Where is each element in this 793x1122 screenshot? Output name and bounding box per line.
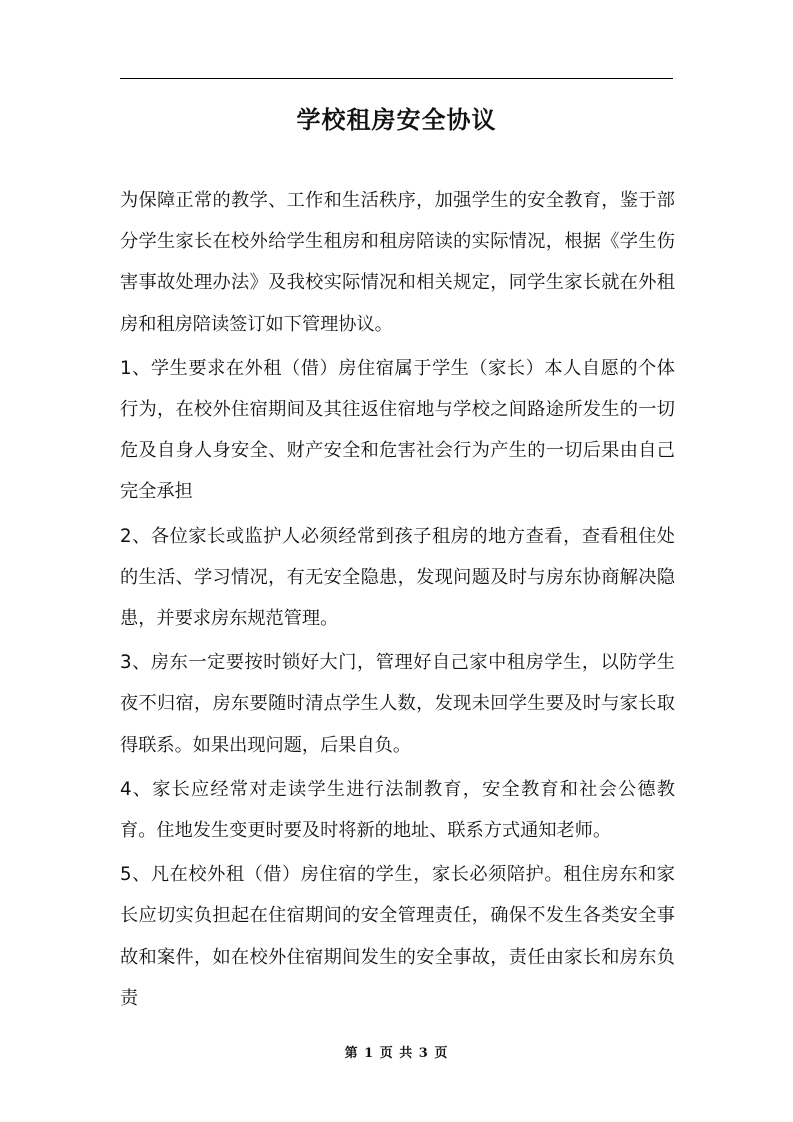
header-rule [120,78,673,79]
paragraph-clause-4: 4、家长应经常对走读学生进行法制教育，安全教育和社会公德教育。住地发生变更时要及时将新的地址、联系方式通知老师。 [120,778,675,842]
document-title: 学校租房安全协议 [296,106,497,134]
paragraph-clause-5: 5、凡在校外租（借）房住宿的学生，家长必须陪护。租住房东和家长应切实负担起在住宿期间的安全管理责任，确保不发生各类安全事故和案件，如在校外住宿期间发生的安全事故，责任由家长和房东负责 [120,864,675,1009]
page-number-footer: 第 1 页 共 3 页 [344,1046,449,1061]
paragraph-intro: 为保障正常的教学、工作和生活秩序，加强学生的安全教育，鉴于部分学生家长在校外给学生租房和租房陪读的实际情况，根据《学生伤害事故处理办法》及我校实际情况和相关规定，同学生家长就在外租房和租房陪读签订如下管理协议。 [120,190,675,335]
document-body [120,180,675,1022]
paragraph-clause-1: 1、学生要求在外租（借）房住宿属于学生（家长）本人自愿的个体行为，在校外住宿期间及其往返住宿地与学校之间路途所发生的一切危及自身人身安全、财产安全和危害社会行为产生的一切后果由自己完全承担 [120,357,675,503]
paragraph-clause-2: 2、各位家长或监护人必须经常到孩子租房的地方查看，查看租住处的生活、学习情况，有无安全隐患，发现问题及时与房东协商解决隐患，并要求房东规范管理。 [120,525,675,630]
paragraph-clause-3: 3、房东一定要按时锁好大门，管理好自己家中租房学生，以防学生夜不归宿，房东要随时清点学生人数，发现未回学生要及时与家长取得联系。如果出现问题，后果自负。 [120,652,675,756]
